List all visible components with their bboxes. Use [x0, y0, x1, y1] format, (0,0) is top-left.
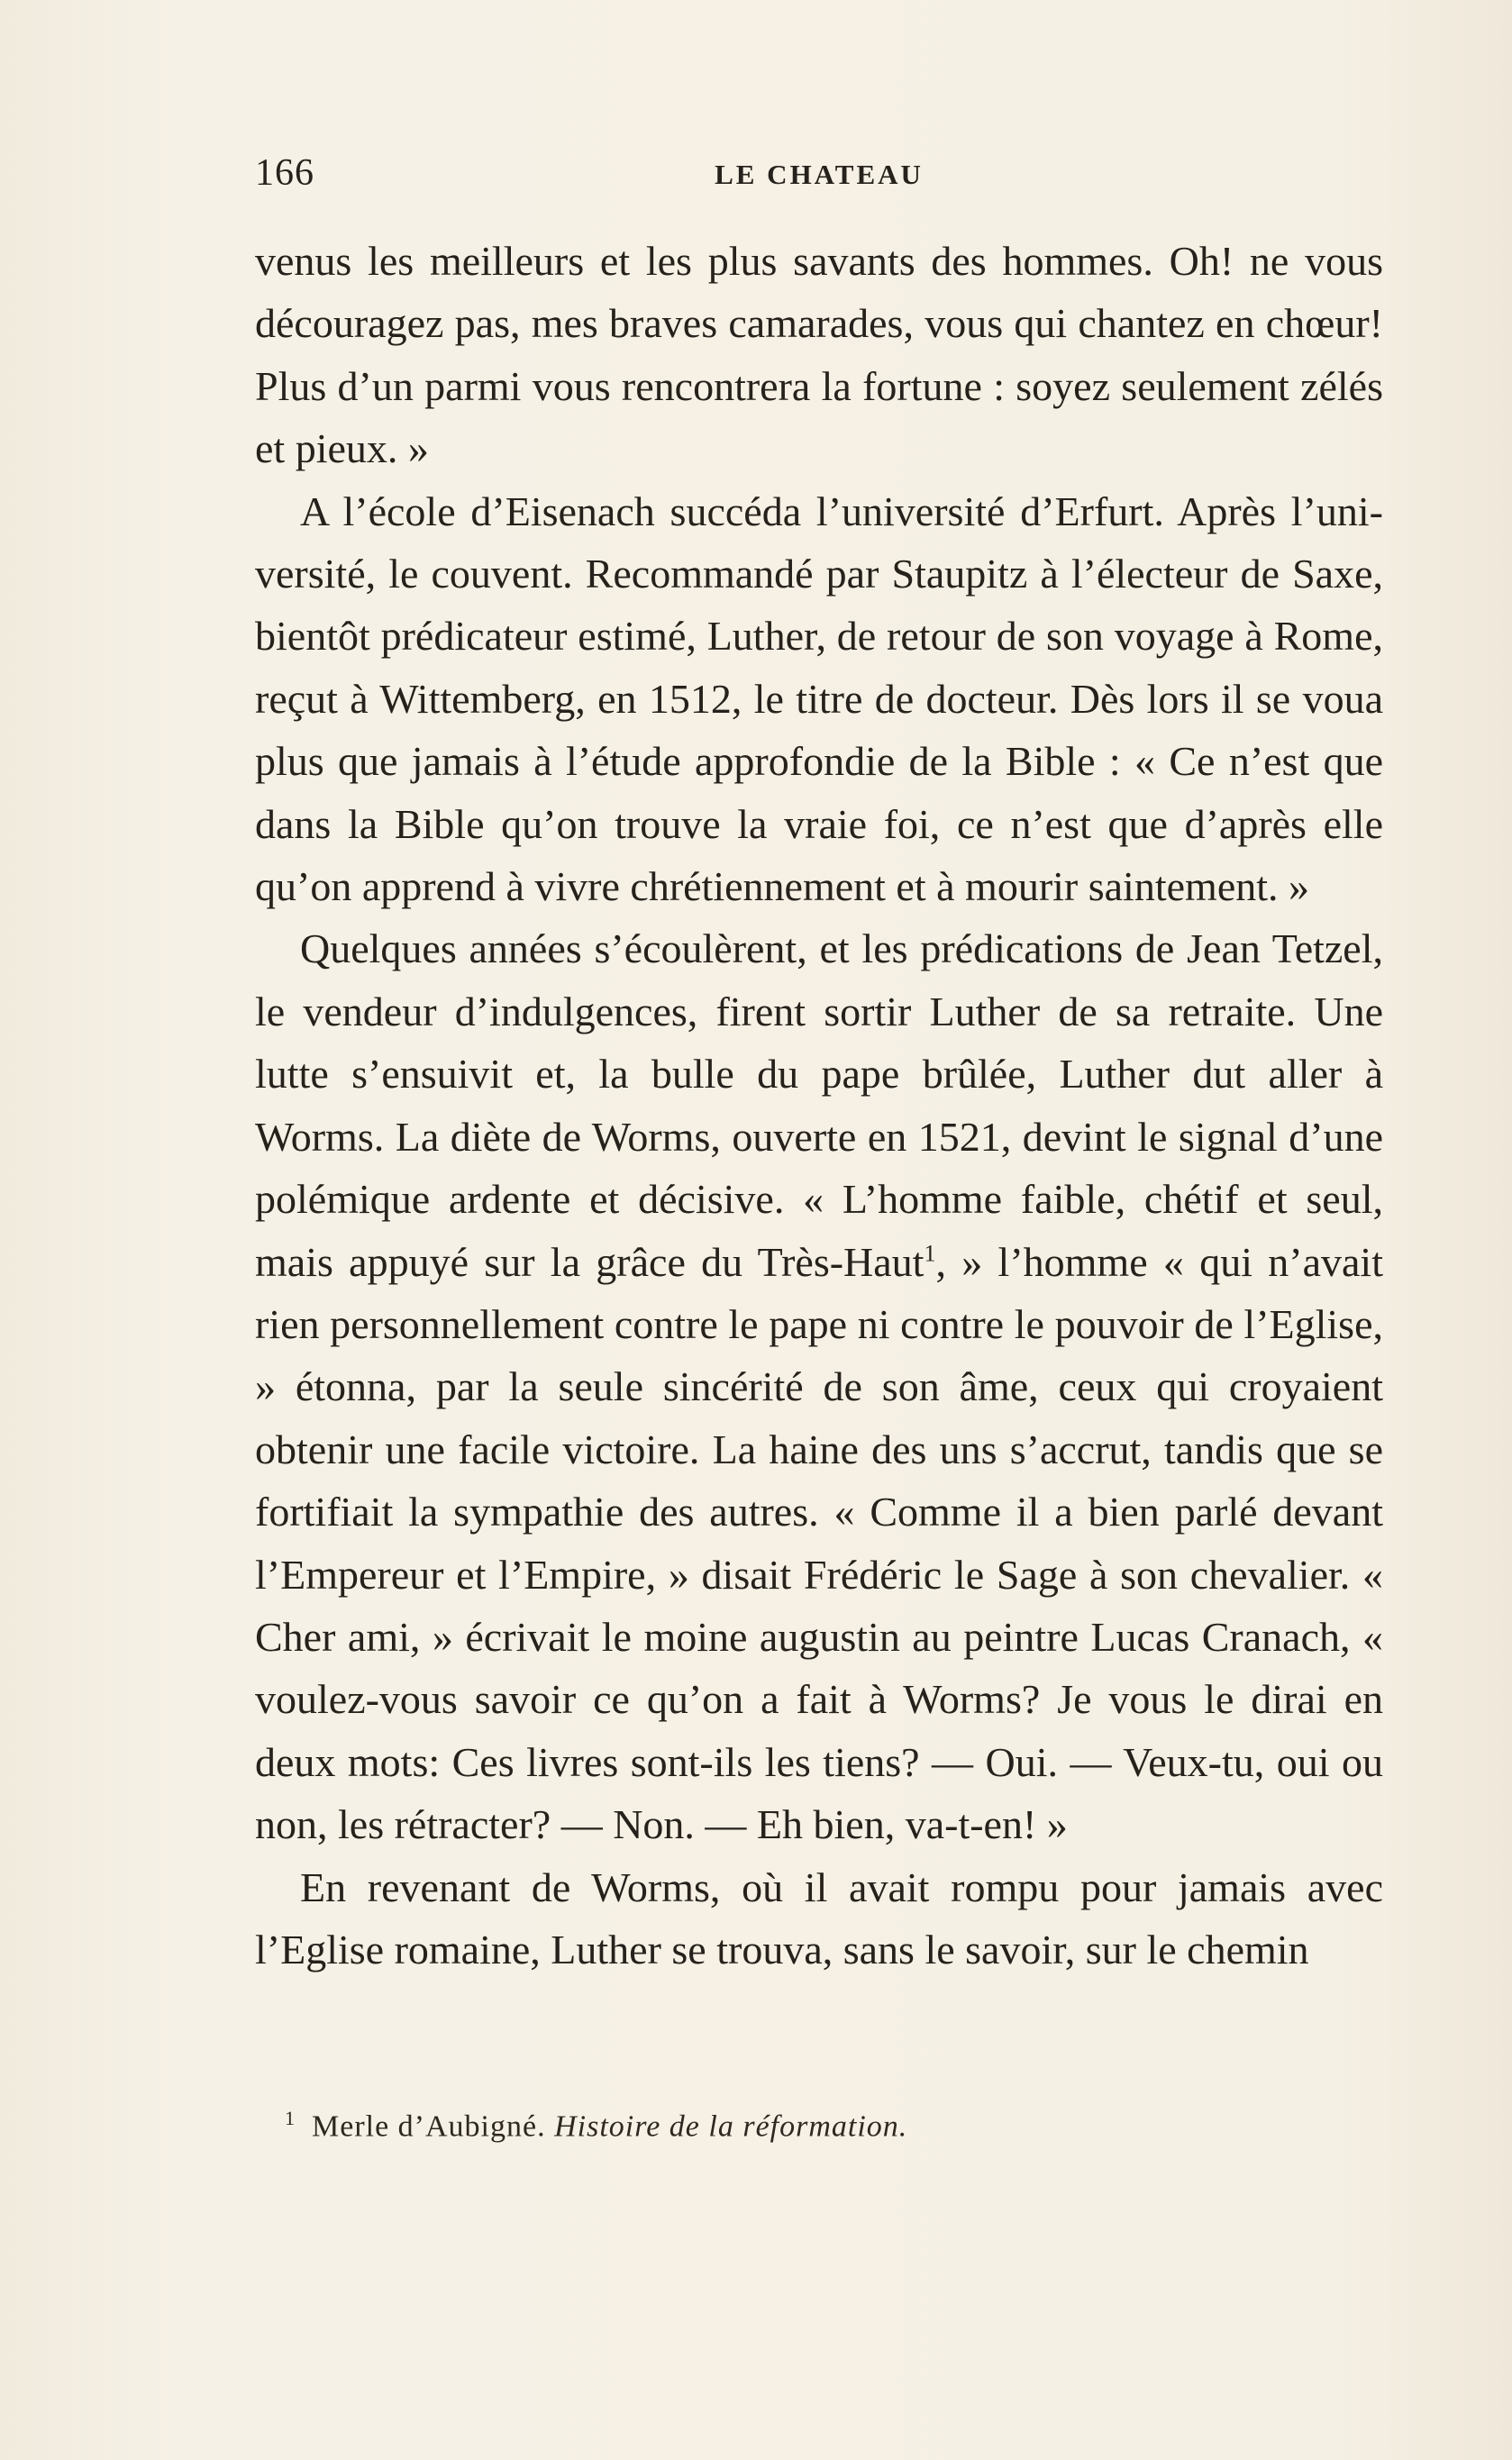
paragraph-3-text-b: , » l’homme « qui n’avait rien personnellement contre le pape ni contre le pouvoir de l’Eglise, » étonna, par la seule sincérité de son âme, ceux qui croyaient obtenir une facile victoire. La haine des uns s’accrut, tandis que se fortifiait la sympathie des autres. « Comme il a bien parlé devant l’Empereur et l’Empire, » disait Frédéric le Sage à son chevalier. « Cher ami, » écrivait le moine augustin au peintre Lucas Cranach, « voulez-vous savoir ce qu’on a fait à Worms? Je vous le dirai en deux mots: Ces livres sont-ils les tiens? — Oui. — Veux-tu, oui ou non, les rétracter? — Non. — Eh bien, va-t-en! » [255, 1238, 1383, 1848]
paragraph-3 [255, 917, 1383, 1855]
footnote-author: Merle d’Aubigné. [312, 2109, 546, 2144]
paragraph-1: venus les meilleurs et les plus savants des hommes. Oh! ne vous découragez pas, mes braves camarades, vous qui chantez en chœur! Plus d’un parmi vous rencontrera la fortune : soyez seulement zélés et pieux. » [255, 238, 1383, 472]
paragraph-3-text-a: Quelques années s’écoulèrent, et les prédications de Jean Tetzel, le vendeur d’indulgences, firent sortir Luther de sa retraite. Une lutte s’ensuivit et, la bulle du pape brûlée, Luther dut aller à Worms. La diète de Worms, ouverte en 1521, devint le signal d’une polémique ardente et décisive. « L’homme faible, chétif et seul, mais appuyé sur la grâce du Très-Haut [255, 925, 1383, 1285]
page-header [255, 151, 1383, 205]
footnote-reference: 1 [924, 1240, 936, 1267]
page-number: 166 [255, 152, 314, 194]
body-text [255, 230, 1383, 1981]
paragraph-4: En revenant de Worms, où il avait rompu pour jamais avec l’Eglise romaine, Luther se trouva, sans le savoir, sur le chemin [255, 1863, 1383, 1973]
footnote [285, 2107, 1366, 2144]
running-title: LE CHATEAU [715, 159, 924, 190]
footnote-mark: 1 [285, 2107, 296, 2129]
footnote-title: Histoire de la réformation. [554, 2109, 908, 2144]
paragraph-2: A l’école d’Eisenach succéda l’université d’Erfurt. Après l’université, le couvent. Recommandé par Staupitz à l’électeur de Saxe, bientôt prédicateur estimé, Luther, de retour de son voyage à Rome, reçut à Wittemberg, en 1512, le titre de docteur. Dès lors il se voua plus que jamais à l’étude approfondie de la Bible : « Ce n’est que dans la Bible qu’on trouve la vraie foi, ce n’est que d’après elle qu’on apprend à vivre chrétiennement et à mourir saintement. » [255, 487, 1383, 910]
